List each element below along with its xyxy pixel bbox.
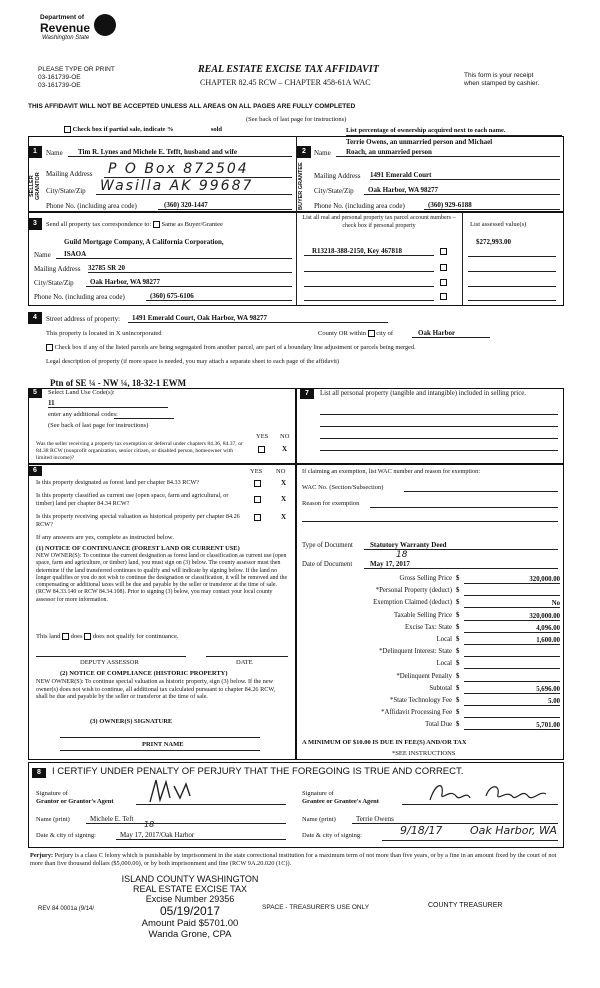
notice-body: NEW OWNER(S): To continue the current designation as forest land or classification as current use (open space, farm and agriculture, or timber) land, you must sign on (3) below. The county assessor must then determine if the land transferred continues to qualify and will indicate by signing below. If the land no longer qualifies or you do not wish to continue the designation or classification, it will be removed and the compensating or additional taxes will be due and payable by the seller or transferor at the time of sale. (RCW 84.33.140 or RCW 84.34.108). Prior to signing (3) below, you may contact your local county assessor for more information. bbox=[36, 553, 288, 603]
current-use-no-x: X bbox=[281, 495, 287, 503]
grantee-sig-label-2: Grantee or Grantee's Agent bbox=[302, 798, 379, 805]
calc-row-value: 5,701.00 bbox=[464, 721, 560, 730]
buyer-city-label: City/State/Zip bbox=[314, 187, 354, 195]
exemption-question: Was the seller receiving a property tax exemption or deferral under chapters 84.36, 84.37, or 84.38 RCW (nonprofit organization, senior citizen, or disabled person, homeowner with limited income)? bbox=[36, 441, 243, 461]
continuance-row bbox=[36, 633, 179, 640]
grantor-name: Michele E. Teft bbox=[86, 815, 286, 824]
historic-yes-checkbox[interactable] bbox=[254, 514, 261, 521]
exemption-yes-checkbox[interactable] bbox=[258, 446, 265, 453]
buyer-name-label: Name bbox=[314, 149, 331, 157]
stamp-line-4: 05/19/2017 bbox=[159, 904, 221, 918]
see-instructions: *SEE INSTRUCTIONS bbox=[392, 750, 456, 757]
forest-no-x: X bbox=[281, 479, 287, 487]
calc-row-value bbox=[464, 673, 560, 682]
land-use-label: Select Land Use Code(s): bbox=[48, 389, 115, 396]
calc-row-currency: $ bbox=[456, 587, 460, 595]
seller-name: Tim R. Lynes and Michele E. Tefft, husband and wife bbox=[68, 148, 292, 157]
street-address: 1491 Emerald Court, Oak Harbor, WA 98277 bbox=[128, 314, 388, 323]
tax-corr-phone: (360) 675-6106 bbox=[146, 292, 292, 301]
section-2-badge: 2 bbox=[297, 146, 311, 158]
calc-row bbox=[300, 697, 560, 709]
grantee-sig-label-1: Signature of bbox=[302, 790, 334, 797]
calc-row bbox=[300, 636, 560, 648]
see-back: (See back of last page for instructions) bbox=[246, 116, 347, 123]
tax-corr-name-line2: ISAOA bbox=[56, 250, 292, 259]
parcel-2-checkbox[interactable] bbox=[440, 264, 447, 271]
grantor-date: May 17, 2017/Oak Harbor bbox=[116, 831, 286, 840]
calc-row-label: Excise Tax: State bbox=[405, 623, 452, 631]
buyer-phone: (360) 929-6188 bbox=[424, 201, 560, 210]
calc-row bbox=[300, 587, 560, 599]
buyer-name-line2: Roach, an unmarried person bbox=[336, 148, 560, 157]
grantee-signature-image bbox=[426, 780, 556, 806]
buyer-mail: 1491 Emerald Court bbox=[370, 171, 560, 180]
additional-codes: enter any additional codes: bbox=[48, 411, 118, 418]
grantor-sig-label-1: Signature of bbox=[36, 790, 68, 797]
grantee-date: 9/18/17 bbox=[400, 824, 443, 837]
calc-row-currency: $ bbox=[456, 660, 460, 668]
legal-description: Ptn of SE ¼ - NW ¼, 18-32-1 EWM bbox=[50, 378, 187, 388]
calc-row-label: *Personal Property (deduct) bbox=[375, 587, 452, 595]
calc-row-label: Gross Selling Price bbox=[399, 575, 452, 582]
compliance-body: NEW OWNER(S): To continue special valuation as historic property, sign (3) below. If the new owner(s) does not wish to continue, all additional tax calculated pursuant to chapter 84.26 RCW, shall be due and payable by the seller or transferor at the time of sale. bbox=[36, 678, 276, 701]
buyer-phone-label: Phone No. (including area code) bbox=[314, 202, 405, 210]
parcel-4-checkbox[interactable] bbox=[440, 293, 447, 300]
assessed-value: $272,993.00 bbox=[476, 238, 511, 246]
perjury-notice bbox=[30, 852, 562, 868]
seller-mail: P O Box 872504 bbox=[104, 161, 292, 178]
parcel-1-checkbox[interactable] bbox=[440, 248, 447, 255]
doc-id-2: 03-161739-OE bbox=[38, 82, 81, 89]
logo-state: Washington State bbox=[42, 35, 90, 41]
calc-row-value: 320,000.00 bbox=[464, 575, 560, 584]
section-3-badge: 3 bbox=[28, 218, 42, 230]
section-1-badge: 1 bbox=[28, 146, 42, 158]
doc-type-label: Type of Document bbox=[302, 542, 353, 549]
sold-label: sold bbox=[210, 126, 223, 133]
s6-yes: YES bbox=[250, 468, 263, 475]
does-checkbox[interactable] bbox=[62, 633, 69, 640]
tax-corr-mail-label: Mailing Address bbox=[34, 265, 81, 273]
section-6 bbox=[28, 464, 296, 760]
parcel-number: R13218-388-2150, Key 467818 bbox=[304, 247, 434, 256]
current-use-question: Is this property classified as current use (open space, farm and agricultural, or timber) land per chapter 84.34 RCW? bbox=[36, 492, 229, 507]
calc-row-label: *State Technology Fee bbox=[389, 696, 452, 704]
calc-row bbox=[300, 624, 560, 636]
exemption-label: If claiming an exemption, list WAC number and reason for exemption: bbox=[302, 468, 481, 475]
does-label: does bbox=[70, 633, 83, 640]
land-use-code: 11 bbox=[48, 399, 168, 408]
calc-row-currency: $ bbox=[456, 672, 460, 680]
stamp-line-2: REAL ESTATE EXCISE TAX bbox=[132, 884, 248, 894]
if-yes-note: If any answers are yes, complete as instructed below. bbox=[36, 534, 174, 541]
calc-row-label: Taxable Selling Price bbox=[393, 611, 452, 619]
does-not-checkbox[interactable] bbox=[84, 633, 91, 640]
tax-corr-name-label: Name bbox=[34, 251, 51, 259]
calc-table bbox=[300, 575, 560, 733]
doc-date-handwritten: 18 bbox=[396, 550, 408, 560]
tax-corr-text: Send all property tax correspondence to: bbox=[46, 221, 152, 228]
grantor-date-hand: 18 bbox=[144, 820, 155, 829]
calc-row-currency: $ bbox=[456, 635, 460, 643]
calc-row-value bbox=[464, 660, 560, 669]
partial-sale-row bbox=[64, 126, 222, 133]
parcel-header: List all real and personal property tax parcel account numbers – check box if personal property bbox=[302, 215, 456, 229]
calc-row-label: *Affidavit Processing Fee bbox=[381, 709, 452, 717]
calc-row-value: No bbox=[464, 599, 560, 608]
grantee-date-label: Date & city of signing: bbox=[302, 832, 362, 839]
partial-sale-checkbox[interactable] bbox=[64, 126, 71, 133]
grantor-sig-label-2: Grantor or Grantor's Agent bbox=[36, 798, 114, 805]
calc-row bbox=[300, 721, 560, 733]
grantor-signature-image bbox=[146, 776, 206, 806]
owner-signature: (3) OWNER(S) SIGNATURE bbox=[90, 718, 173, 725]
doc-id-1: 03-161739-OE bbox=[38, 74, 81, 81]
calc-row-label: Local bbox=[436, 660, 452, 668]
land-use-see-back: (See back of last page for instructions) bbox=[48, 422, 149, 429]
treasurer-stamp bbox=[100, 874, 280, 940]
calc-row-currency: $ bbox=[456, 684, 460, 692]
calc-row-currency: $ bbox=[456, 648, 460, 656]
city-of-checkbox[interactable] bbox=[368, 330, 375, 337]
tax-corr-label bbox=[46, 221, 223, 228]
located-city: Oak Harbor bbox=[412, 329, 490, 338]
calc-row bbox=[300, 660, 560, 672]
doc-date: May 17, 2017 bbox=[364, 560, 558, 569]
calc-row-currency: $ bbox=[456, 623, 460, 631]
seller-city: Wasilla AK 99687 bbox=[96, 178, 292, 195]
buyer-mail-label: Mailing Address bbox=[314, 172, 361, 180]
calc-row-value: 1,600.00 bbox=[464, 636, 560, 645]
seller-side-label: SELLER GRANTOR bbox=[29, 172, 41, 200]
historic-question: Is this property receiving special valuation as historical property per chapter 84.26 RCW? bbox=[36, 513, 240, 528]
calc-row bbox=[300, 673, 560, 685]
this-land-label: This land bbox=[36, 633, 61, 640]
grantor-name-label: Name (print) bbox=[36, 816, 70, 823]
calc-row bbox=[300, 648, 560, 660]
calc-row-currency: $ bbox=[456, 611, 460, 619]
same-as-buyer-label: Same as Buyer/Grantee bbox=[161, 221, 223, 228]
tax-corr-city-label: City/State/Zip bbox=[34, 279, 74, 287]
pct-instructions: List percentage of ownership acquired next to each name. bbox=[346, 127, 506, 134]
print-name: PRINT NAME bbox=[142, 741, 184, 748]
parcel-3-checkbox[interactable] bbox=[440, 279, 447, 286]
city-of-label: city of bbox=[376, 330, 394, 337]
receipt-note-2: when stamped by cashier. bbox=[464, 80, 540, 87]
legal-label: Legal description of property (if more space is needed, you may attach a separate sheet to each page of the affidavit) bbox=[46, 358, 340, 365]
compliance-title: (2) NOTICE OF COMPLIANCE (HISTORIC PROPERTY) bbox=[60, 670, 228, 677]
assessed-header: List assessed value(s) bbox=[470, 221, 527, 228]
buyer-side-label: BUYER GRANTEE bbox=[298, 162, 304, 210]
historic-no-x: X bbox=[281, 513, 287, 521]
perjury-text: Perjury is a class C felony which is punishable by imprisonment in the state correctional institution for a maximum term of not more than five years, or by a fine in an amount fixed by the court of not more than five thousand dollars ($5,000.00), or by both imprisonment and fine (RCW 9A.20.020 (1C)). bbox=[30, 852, 557, 867]
wac-label: WAC No. (Section/Subsection) bbox=[302, 484, 384, 491]
buyer-city: Oak Harbor, WA 98277 bbox=[364, 186, 560, 195]
forest-yes-checkbox[interactable] bbox=[254, 480, 261, 487]
stamp-line-5: Amount Paid $5701.00 bbox=[141, 918, 239, 929]
calc-row-label: *Delinquent Interest: State bbox=[379, 648, 452, 656]
tax-corr-phone-label: Phone No. (including area code) bbox=[34, 293, 125, 301]
doc-date-label: Date of Document bbox=[302, 561, 353, 568]
exemption-no-x: X bbox=[282, 445, 288, 453]
page-subtitle: CHAPTER 82.45 RCW – CHAPTER 458-61A WAC bbox=[200, 78, 371, 87]
section-4-badge: 4 bbox=[28, 312, 42, 324]
calc-row-value: 320,000.00 bbox=[464, 612, 560, 621]
stamp-line-1: ISLAND COUNTY WASHINGTON bbox=[121, 874, 259, 884]
logo-revenue: Revenue bbox=[40, 21, 91, 35]
reason-label: Reason for exemption bbox=[302, 500, 360, 507]
calc-row-label: Subtotal bbox=[429, 684, 452, 692]
calc-row bbox=[300, 575, 560, 587]
calc-row-label: Exemption Claimed (deduct) bbox=[373, 599, 452, 607]
calc-row-value: 5.00 bbox=[464, 697, 560, 706]
grantee-city: Oak Harbor, WA bbox=[470, 824, 557, 837]
treasurer-use-only: SPACE - TREASURER'S USE ONLY bbox=[262, 904, 370, 911]
grantee-name: Terrie Owens bbox=[352, 815, 558, 824]
county-treasurer: COUNTY TREASURER bbox=[428, 902, 503, 909]
tax-corr-mail: 32785 SR 20 bbox=[88, 264, 292, 273]
tax-corr-city: Oak Harbor, WA 98277 bbox=[86, 278, 292, 287]
personal-property-label: List all personal property (tangible and intangible) included in selling price. bbox=[320, 390, 526, 397]
segregated-label: Check box if any of the listed parcels are being segregated from another parcel, are part of a boundary line adjustment or parcels being merged. bbox=[54, 344, 416, 351]
certify-statement: I CERTIFY UNDER PENALTY OF PERJURY THAT THE FOREGOING IS TRUE AND CORRECT. bbox=[52, 766, 464, 777]
seller-phone: (360) 320-1447 bbox=[158, 201, 292, 210]
calc-row-label: Local bbox=[436, 635, 452, 643]
logo-mark-icon bbox=[94, 14, 116, 36]
section-8-badge: 8 bbox=[32, 768, 46, 778]
deputy-assessor: DEPUTY ASSESSOR bbox=[80, 659, 139, 666]
calc-row-value bbox=[464, 587, 560, 596]
calc-row bbox=[300, 685, 560, 697]
tax-corr-name-line1: Guild Mortgage Company, A California Corporation, bbox=[64, 238, 224, 246]
assessor-date: DATE bbox=[236, 659, 253, 666]
seller-city-label: City/State/Zip bbox=[46, 187, 86, 195]
segregated-row bbox=[46, 344, 416, 351]
calc-row-value bbox=[464, 648, 560, 657]
section-6-badge: 6 bbox=[28, 466, 42, 476]
county-within bbox=[318, 330, 393, 337]
stamp-line-6: Wanda Grone, CPA bbox=[148, 929, 232, 940]
receipt-note-1: This form is your receipt bbox=[464, 72, 534, 79]
stamp-line-3: Excise Number 29356 bbox=[145, 894, 235, 904]
perjury-label: Perjury: bbox=[30, 852, 54, 859]
section-5-badge: 5 bbox=[28, 388, 42, 398]
grantor-sig-label bbox=[36, 790, 114, 806]
logo-dept: Department of bbox=[40, 14, 85, 21]
land-use-yes: YES bbox=[256, 433, 269, 440]
please-type: PLEASE TYPE OR PRINT bbox=[38, 66, 115, 73]
calc-row bbox=[300, 612, 560, 624]
calc-row-label: Total Due bbox=[425, 721, 452, 729]
seller-name-label: Name bbox=[46, 149, 63, 157]
calc-row-currency: $ bbox=[456, 721, 460, 729]
doc-type: Statutory Warranty Deed bbox=[364, 541, 558, 550]
calc-row-label: *Delinquent Penalty bbox=[396, 672, 452, 680]
partial-sale-label: Check box if partial sale, indicate % bbox=[72, 126, 174, 133]
calc-row-currency: $ bbox=[456, 599, 460, 607]
calc-row bbox=[300, 709, 560, 721]
calc-row-currency: $ bbox=[456, 709, 460, 717]
same-as-buyer-checkbox[interactable] bbox=[153, 221, 160, 228]
minimum-due: A MINIMUM OF $10.00 IS DUE IN FEE(S) AND/OR TAX bbox=[302, 739, 467, 746]
notice-title: (1) NOTICE OF CONTINUANCE (FOREST LAND OR CURRENT USE) bbox=[36, 545, 240, 552]
s6-no: NO bbox=[276, 468, 286, 475]
seller-phone-label: Phone No. (including area code) bbox=[46, 202, 137, 210]
grantor-date-label: Date & city of signing: bbox=[36, 832, 96, 839]
seller-mail-label: Mailing Address bbox=[46, 170, 93, 178]
calc-row-currency: $ bbox=[456, 575, 460, 582]
current-use-yes-checkbox[interactable] bbox=[254, 496, 261, 503]
land-use-no: NO bbox=[280, 433, 290, 440]
forest-question: Is this property designated as forest land per chapter 84.33 RCW? bbox=[36, 479, 200, 486]
calc-row-value bbox=[464, 709, 560, 718]
grantee-sig-label bbox=[302, 790, 379, 806]
does-not-label: does not qualify for continuance. bbox=[92, 633, 179, 640]
street-label: Street address of property: bbox=[46, 315, 121, 323]
county-label: County OR within bbox=[318, 330, 367, 337]
grantee-name-label: Name (print) bbox=[302, 816, 336, 823]
segregated-checkbox[interactable] bbox=[46, 344, 53, 351]
page-title: REAL ESTATE EXCISE TAX AFFIDAVIT bbox=[198, 64, 379, 75]
section-7-badge: 7 bbox=[300, 389, 314, 399]
buyer-name-line1: Terrie Owens, an unmarried person and Michael bbox=[346, 138, 493, 146]
calc-row-currency: $ bbox=[456, 696, 460, 704]
calc-row bbox=[300, 599, 560, 611]
dor-logo bbox=[40, 14, 120, 50]
calc-row-value: 5,696.00 bbox=[464, 685, 560, 694]
calc-row-value: 4,096.00 bbox=[464, 624, 560, 633]
located-in: This property is located in X unincorporated bbox=[46, 330, 162, 337]
warning-banner: THIS AFFIDAVIT WILL NOT BE ACCEPTED UNLESS ALL AREAS ON ALL PAGES ARE FULLY COMPLETED bbox=[28, 103, 356, 110]
rev-form-number: REV 84 0001a (9/14/ bbox=[38, 906, 95, 912]
